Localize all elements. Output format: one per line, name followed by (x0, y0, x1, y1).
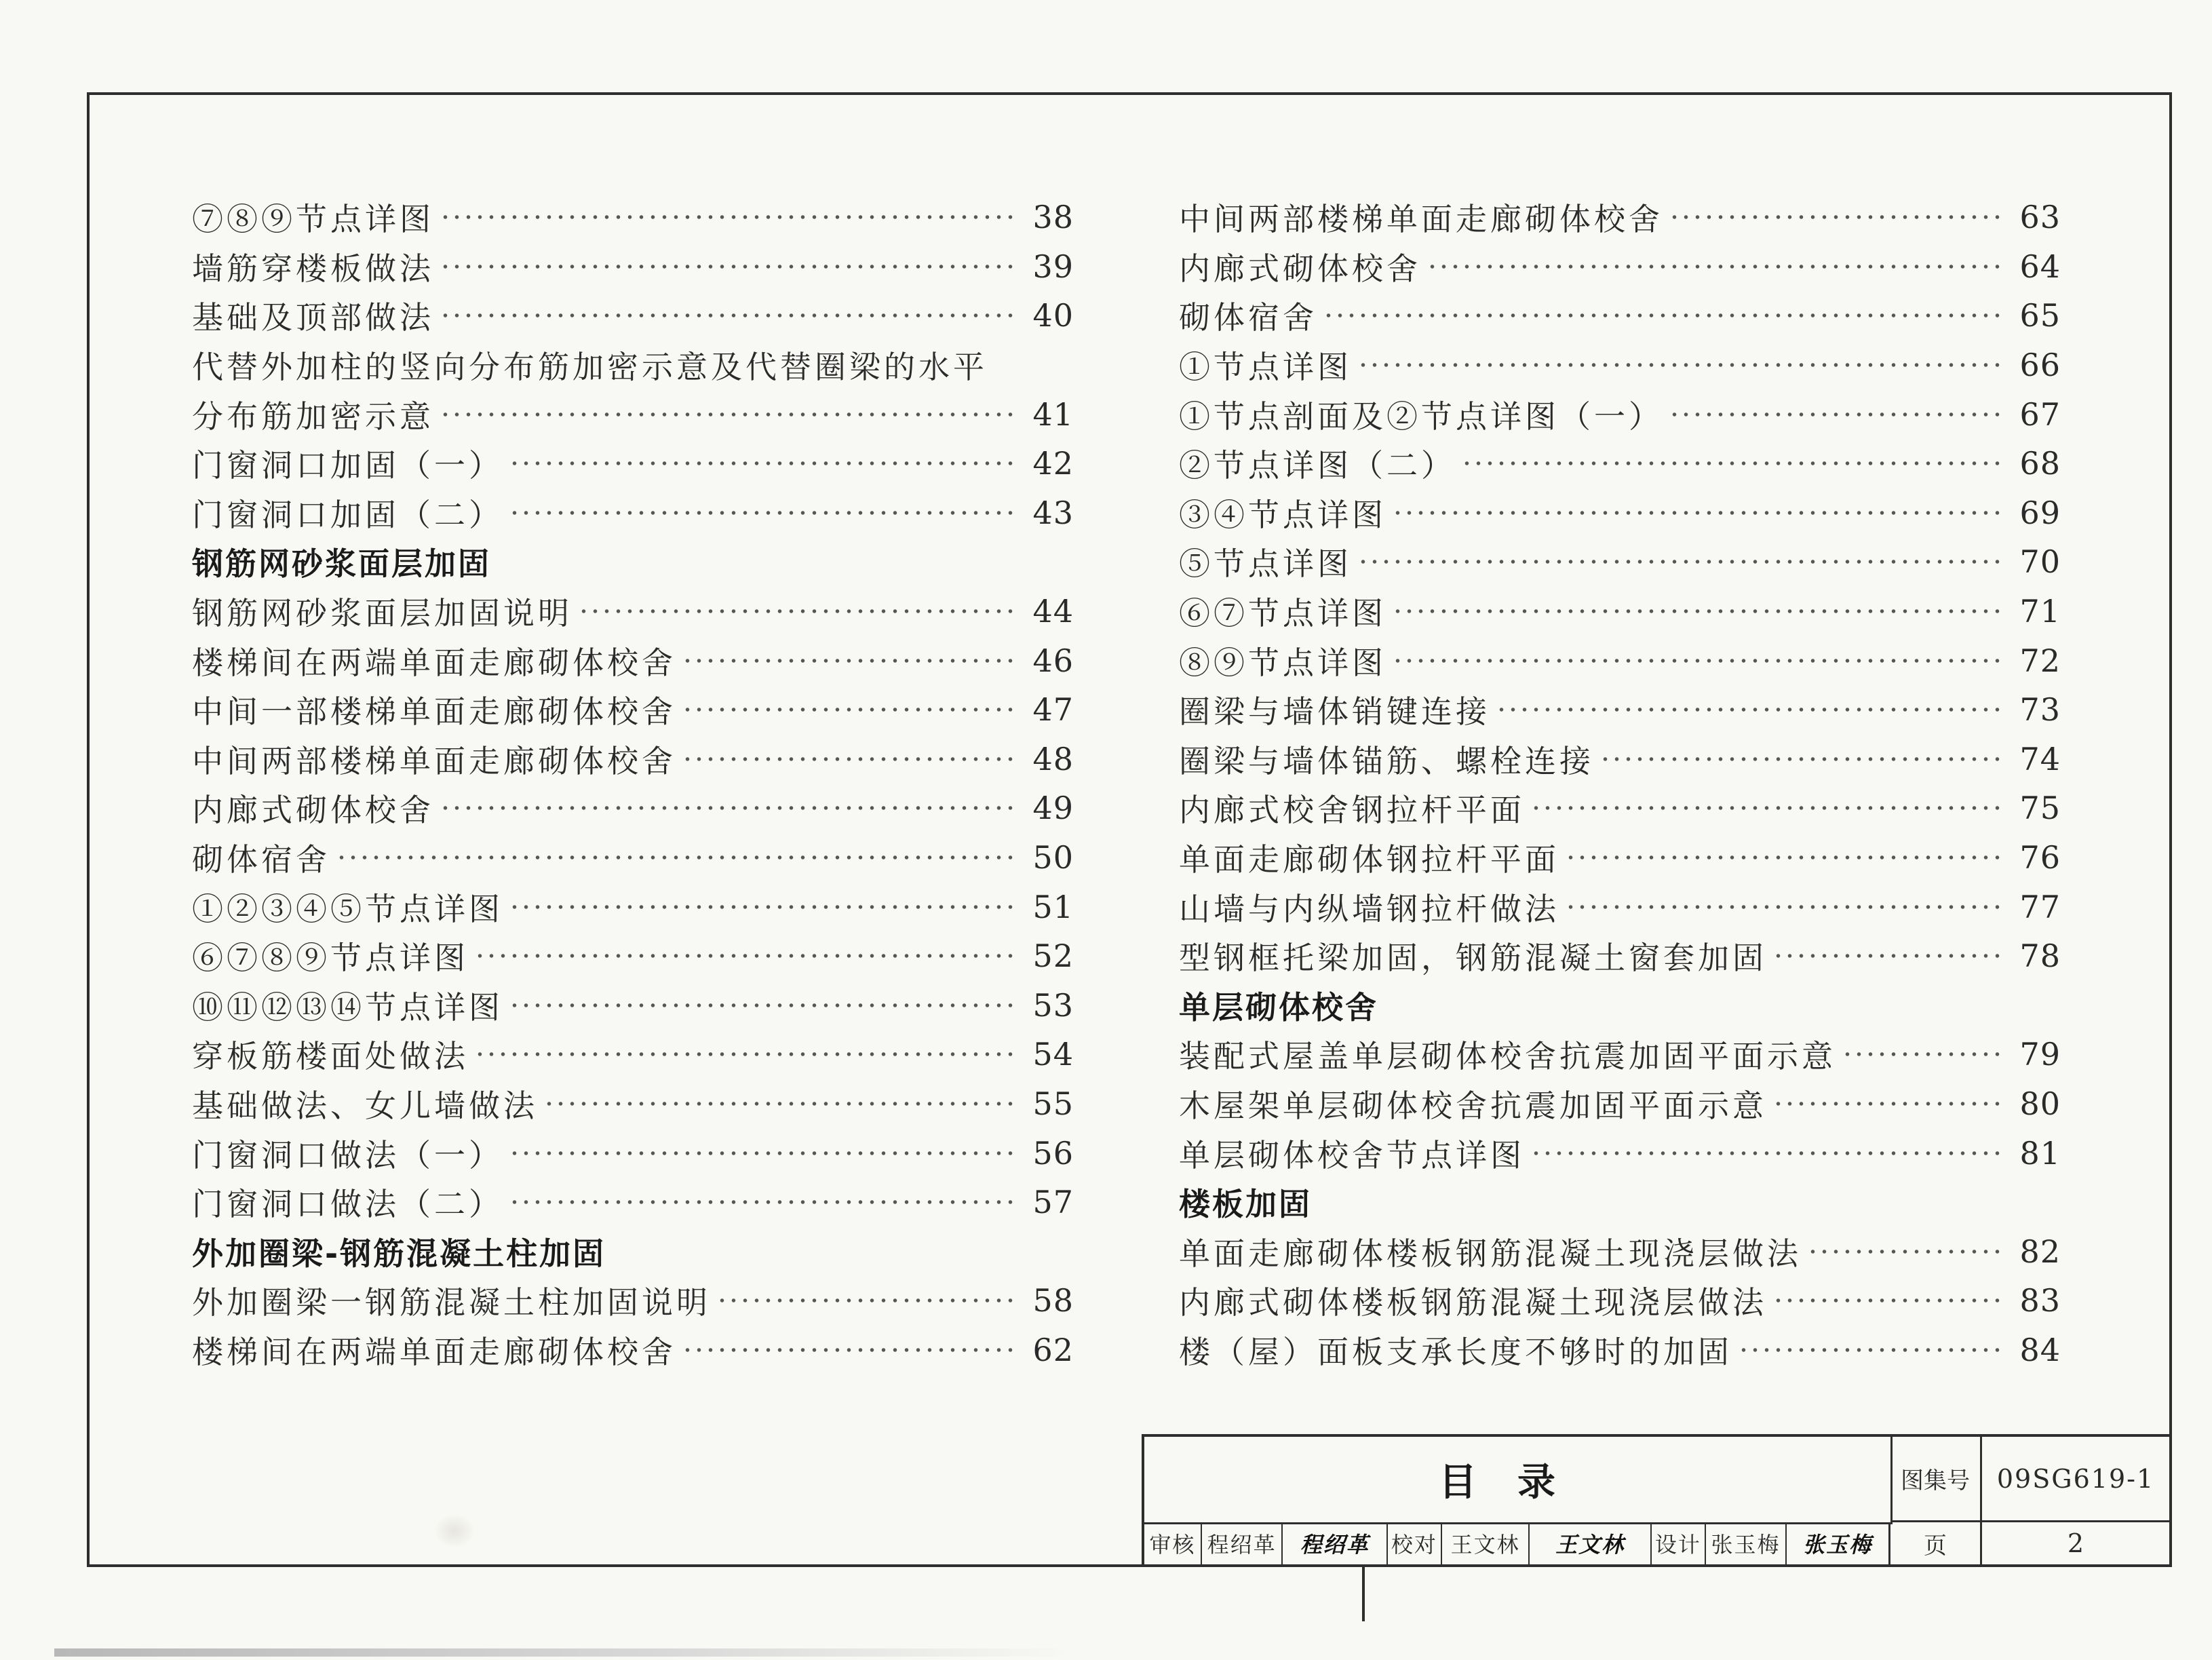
toc-entry-title: ⑤节点详图 (1179, 545, 1352, 583)
dot-leader (1772, 953, 2004, 959)
toc-entry-title: 内廊式校舍钢拉杆平面 (1179, 792, 1525, 829)
dot-leader (1772, 1298, 2004, 1303)
toc-right-column (1179, 193, 2061, 1374)
toc-entry-title: 楼梯间在两端单面走廊砌体校舍 (192, 1333, 676, 1370)
dot-leader (1669, 214, 2004, 220)
toc-entry (1179, 735, 2061, 784)
toc-entry (1179, 931, 2061, 981)
toc-entry-title: 中间两部楼梯单面走廊砌体校舍 (192, 742, 676, 779)
toc-entry-title: 内廊式砌体校舍 (1179, 250, 1421, 287)
toc-page-number: 67 (2019, 395, 2061, 433)
toc-entry-title: 内廊式砌体楼板钢筋混凝土现浇层做法 (1179, 1284, 1767, 1321)
toc-entry (192, 193, 1074, 242)
review-name: 程绍革 (1202, 1522, 1283, 1564)
dot-leader (1565, 904, 2004, 910)
toc-page-number: 57 (1032, 1184, 1074, 1221)
toc-entry-title: 山墙与内纵墙钢拉杆做法 (1179, 890, 1559, 927)
toc-entry-title: 中间一部楼梯单面走廊砌体校舍 (192, 693, 676, 731)
toc-page-number: 66 (2019, 347, 2061, 384)
dot-leader (543, 1101, 1017, 1106)
toc-entry-title: 圈梁与墙体锚筋、螺栓连接 (1179, 742, 1594, 779)
dot-leader (1669, 412, 2004, 417)
dot-leader (1427, 264, 2004, 269)
toc-entry-title: ⑥⑦⑧⑨节点详图 (192, 940, 469, 977)
scan-edge-shadow (54, 1648, 1072, 1657)
toc-entry-title: 楼梯间在两端单面走廊砌体校舍 (192, 644, 676, 681)
check-label: 校对 (1388, 1522, 1442, 1564)
dot-leader (682, 658, 1017, 663)
toc-page-number: 78 (2019, 938, 2061, 975)
toc-entry (192, 685, 1074, 735)
dot-leader (1565, 855, 2004, 860)
pen-stroke-mark (1362, 1567, 1365, 1621)
toc-entry-title: 穿板筋楼面处做法 (192, 1038, 469, 1075)
toc-entry (1179, 193, 2061, 242)
toc-entry (192, 636, 1074, 685)
toc-entry-title: 砌体宿舍 (192, 841, 330, 879)
toc-entry (192, 389, 1074, 439)
design-name: 张玉梅 (1706, 1522, 1787, 1564)
toc-entry (1179, 685, 2061, 735)
toc-entry-title: 门窗洞口做法（二） (192, 1186, 503, 1223)
dot-leader (1842, 1051, 2004, 1057)
toc-entry-title: ⑧⑨节点详图 (1179, 644, 1386, 681)
toc-entry (1179, 1227, 2061, 1276)
toc-page-number: 76 (2019, 839, 2061, 876)
toc-entry (192, 291, 1074, 341)
toc-entry-title: 中间两部楼梯单面走廊砌体校舍 (1179, 201, 1663, 238)
dot-leader (1772, 1101, 2004, 1106)
toc-entry-title: 分布筋加密示意 (192, 398, 434, 435)
toc-page-number: 81 (2019, 1134, 2061, 1172)
toc-page-number: 71 (2019, 593, 2061, 630)
toc-entry-title: 木屋架单层砌体校舍抗震加固平面示意 (1179, 1087, 1767, 1124)
toc-entry-title: 砌体宿舍 (1179, 299, 1317, 336)
toc-page-number: 47 (1032, 691, 1074, 729)
dot-leader (716, 1298, 1017, 1303)
toc-entry-title: 外加圈梁一钢筋混凝土柱加固说明 (192, 1284, 711, 1321)
toc-entry-title: 门窗洞口加固（二） (192, 496, 503, 533)
toc-page-number: 41 (1032, 395, 1074, 433)
set-number-value: 09SG619-1 (1982, 1437, 2169, 1522)
toc-entry-title: 门窗洞口加固（一） (192, 447, 503, 484)
toc-entry (192, 981, 1074, 1030)
toc-entry-title: 型钢框托梁加固，钢筋混凝土窗套加固 (1179, 940, 1767, 977)
toc-entry (192, 1326, 1074, 1375)
toc-page-number: 50 (1032, 839, 1074, 876)
page-label: 页 (1890, 1522, 1982, 1564)
toc-page-number: 83 (2019, 1282, 2061, 1319)
toc-entry-title: 内廊式砌体校舍 (192, 792, 434, 829)
toc-entry-title: ⑩⑪⑫⑬⑭节点详图 (192, 988, 503, 1026)
dot-leader (578, 609, 1017, 614)
toc-entry (1179, 488, 2061, 538)
toc-entry-title: 基础做法、女儿墙做法 (192, 1087, 538, 1124)
toc-entry-title: 楼板加固 (1179, 1186, 1312, 1223)
toc-page-number: 82 (2019, 1233, 2061, 1270)
toc-entry (1179, 1276, 2061, 1326)
toc-entry (192, 1030, 1074, 1079)
toc-left-column (192, 193, 1074, 1374)
toc-entry-title: 圈梁与墙体销键连接 (1179, 693, 1490, 731)
design-signature: 张玉梅 (1803, 1532, 1873, 1558)
toc-page-number: 42 (1032, 445, 1074, 482)
toc-entry (192, 242, 1074, 292)
toc-entry (1179, 636, 2061, 685)
toc-entry (192, 1276, 1074, 1326)
toc-entry (192, 833, 1074, 883)
toc-page-number: 43 (1032, 494, 1074, 531)
toc-entry (192, 931, 1074, 981)
toc-entry (1179, 882, 2061, 931)
toc-entry-title: ①节点剖面及②节点详图（一） (1179, 398, 1663, 435)
toc-entry (1179, 242, 2061, 292)
toc-entry (192, 1178, 1074, 1227)
toc-page-number: 55 (1032, 1085, 1074, 1122)
toc-page-number: 48 (1032, 740, 1074, 777)
dot-leader (474, 1051, 1017, 1057)
dot-leader (1392, 510, 2004, 516)
toc-page-number: 64 (2019, 248, 2061, 285)
toc-page-number: 44 (1032, 593, 1074, 630)
toc-entry (192, 341, 1074, 390)
toc-entry (1179, 1326, 2061, 1375)
toc-entry (1179, 291, 2061, 341)
dot-leader (509, 1199, 1017, 1205)
dot-leader (509, 1151, 1017, 1156)
toc-page-number: 70 (2019, 543, 2061, 581)
toc-page-number: 62 (1032, 1331, 1074, 1368)
toc-entry-title: ⑥⑦节点详图 (1179, 595, 1386, 632)
toc-page-number: 75 (2019, 790, 2061, 827)
toc-page-number: 53 (1032, 986, 1074, 1024)
section-heading (1179, 1178, 2061, 1227)
dot-leader (1357, 559, 2004, 564)
toc-page-number: 68 (2019, 445, 2061, 482)
toc-page-number: 73 (2019, 691, 2061, 729)
toc-entry-title: 楼（屋）面板支承长度不够时的加固 (1179, 1333, 1732, 1370)
dot-leader (440, 313, 1017, 318)
dot-leader (1599, 756, 2004, 762)
toc-entry (192, 784, 1074, 833)
toc-page-number: 46 (1032, 642, 1074, 679)
dot-leader (440, 264, 1017, 269)
dot-leader (1323, 313, 2004, 318)
dot-leader (682, 707, 1017, 712)
toc-entry-title: 单面走廊砌体钢拉杆平面 (1179, 841, 1559, 879)
page-number: 2 (2067, 1528, 2084, 1558)
toc-page-number: 56 (1032, 1134, 1074, 1172)
toc-entry (1179, 1079, 2061, 1129)
section-heading (1179, 981, 2061, 1030)
toc-page-number: 40 (1032, 297, 1074, 334)
dot-leader (509, 461, 1017, 466)
dot-leader (440, 214, 1017, 220)
toc-entry-title: 装配式屋盖单层砌体校舍抗震加固平面示意 (1179, 1038, 1836, 1075)
toc-entry (192, 1128, 1074, 1178)
toc-entry-title: ②节点详图（二） (1179, 447, 1456, 484)
toc-entry (1179, 341, 2061, 390)
design-label: 设计 (1652, 1522, 1706, 1564)
toc-entry (192, 439, 1074, 488)
toc-entry (192, 882, 1074, 931)
dot-leader (509, 1003, 1017, 1008)
drawing-title: 目录 (1144, 1437, 1893, 1524)
title-block (1142, 1434, 2172, 1567)
section-heading (192, 537, 1074, 587)
toc-entry-title: ③④节点详图 (1179, 496, 1386, 533)
review-label: 审核 (1144, 1522, 1202, 1564)
toc-entry (1179, 537, 2061, 587)
toc-entry-title: 基础及顶部做法 (192, 299, 434, 336)
toc-entry (1179, 1030, 2061, 1079)
toc-entry-title: 单面走廊砌体楼板钢筋混凝土现浇层做法 (1179, 1235, 1802, 1272)
signature-row (1144, 1522, 1890, 1564)
toc-entry (1179, 833, 2061, 883)
toc-entry-title: 单层砌体校舍节点详图 (1179, 1136, 1525, 1174)
toc-page-number: 65 (2019, 297, 2061, 334)
toc-entry (192, 587, 1074, 636)
dot-leader (1496, 707, 2004, 712)
toc-page-number: 38 (1032, 199, 1074, 236)
toc-page-number: 54 (1032, 1036, 1074, 1073)
section-heading (192, 1227, 1074, 1276)
toc-entry (1179, 439, 2061, 488)
dot-leader (440, 805, 1017, 811)
dot-leader (509, 510, 1017, 516)
toc-entry (1179, 389, 2061, 439)
toc-page-number: 80 (2019, 1085, 2061, 1122)
toc-entry (1179, 784, 2061, 833)
toc-page-number: 69 (2019, 494, 2061, 531)
toc-entry-title: 门窗洞口做法（一） (192, 1136, 503, 1174)
toc-entry-title: 单层砌体校舍 (1179, 988, 1378, 1026)
toc-entry-title: 外加圈梁-钢筋混凝土柱加固 (192, 1235, 606, 1272)
toc-entry-title: ①②③④⑤节点详图 (192, 890, 503, 927)
toc-entry-title: 钢筋网砂浆面层加固说明 (192, 595, 573, 632)
toc-entry (192, 1079, 1074, 1129)
dot-leader (1738, 1347, 2004, 1353)
dot-leader (509, 904, 1017, 910)
toc-entry-title: 墙筋穿楼板做法 (192, 250, 434, 287)
check-signature: 王文林 (1530, 1522, 1652, 1564)
dot-leader (1392, 609, 2004, 614)
set-number-label: 图集号 (1890, 1437, 1982, 1522)
check-name: 王文林 (1442, 1522, 1530, 1564)
toc-entry (192, 488, 1074, 538)
review-signature: 程绍革 (1283, 1522, 1388, 1564)
dot-leader (440, 412, 1017, 417)
dot-leader (1392, 658, 2004, 663)
toc-page-number: 52 (1032, 938, 1074, 975)
toc-page-number: 51 (1032, 888, 1074, 925)
dot-leader (682, 756, 1017, 762)
toc-page-number: 58 (1032, 1282, 1074, 1319)
dot-leader (1530, 805, 2004, 811)
dot-leader (682, 1347, 1017, 1353)
toc-page-number: 72 (2019, 642, 2061, 679)
toc-page-number: 63 (2019, 199, 2061, 236)
toc-entry-title: 钢筋网砂浆面层加固 (192, 545, 491, 583)
dot-leader (474, 953, 1017, 959)
dot-leader (1807, 1249, 2004, 1254)
toc-page-number: 77 (2019, 888, 2061, 925)
dot-leader (1357, 362, 2004, 368)
toc-entry (192, 735, 1074, 784)
toc-entry-title: ①节点详图 (1179, 349, 1352, 386)
dot-leader (1461, 461, 2004, 466)
dot-leader (336, 855, 1017, 860)
paper-spot (434, 1514, 475, 1548)
toc-entry-title: 代替外加柱的竖向分布筋加密示意及代替圈梁的水平 (192, 349, 988, 386)
toc-page-number: 74 (2019, 740, 2061, 777)
toc-entry (1179, 1128, 2061, 1178)
dot-leader (1530, 1151, 2004, 1156)
toc-entry (1179, 587, 2061, 636)
toc-page-number: 79 (2019, 1036, 2061, 1073)
toc-page-number: 39 (1032, 248, 1074, 285)
toc-page-number: 49 (1032, 790, 1074, 827)
toc-entry-title: ⑦⑧⑨节点详图 (192, 201, 434, 238)
toc-page-number: 84 (2019, 1331, 2061, 1368)
